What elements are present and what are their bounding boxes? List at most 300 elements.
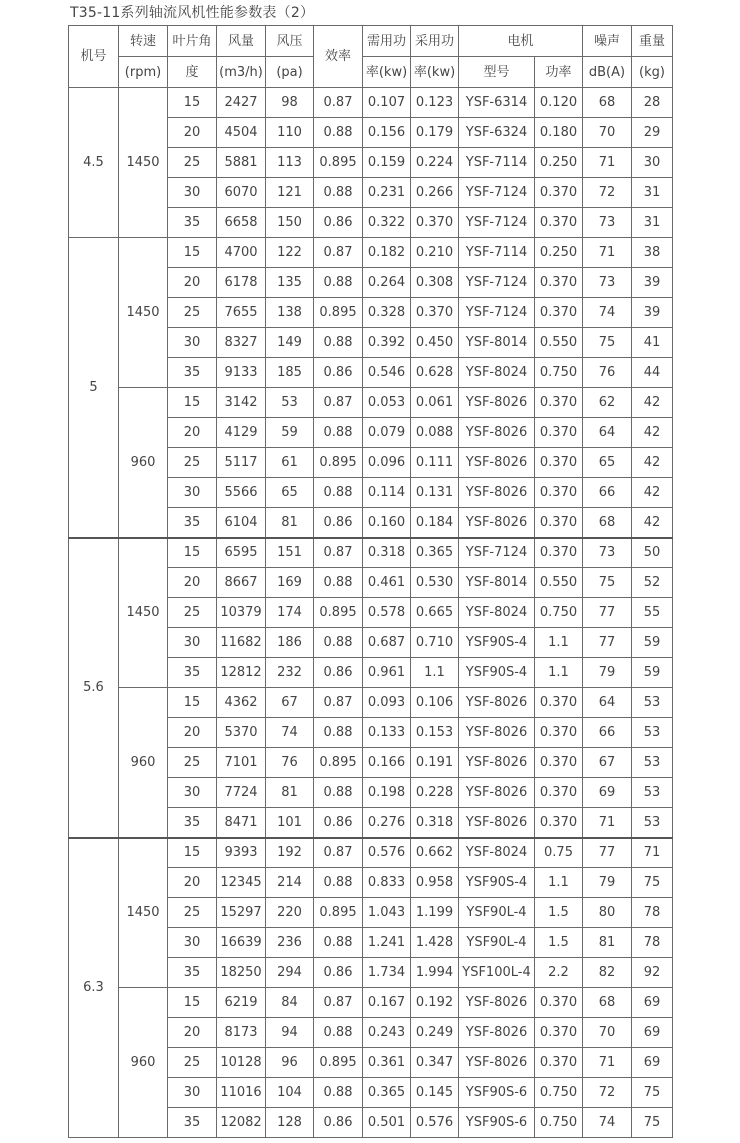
- efficiency-cell: 0.88: [314, 418, 363, 448]
- used-power-cell: 0.111: [411, 448, 459, 478]
- noise-cell: 79: [583, 658, 632, 688]
- used-power-cell: 0.662: [411, 838, 459, 868]
- noise-cell: 73: [583, 538, 632, 568]
- blade-angle-cell: 15: [168, 688, 217, 718]
- weight-cell: 31: [632, 178, 673, 208]
- pressure-cell: 149: [266, 328, 314, 358]
- pressure-cell: 84: [266, 988, 314, 1018]
- efficiency-cell: 0.86: [314, 508, 363, 538]
- weight-cell: 53: [632, 778, 673, 808]
- airflow-cell: 9133: [217, 358, 266, 388]
- efficiency-cell: 0.895: [314, 598, 363, 628]
- motor-power-cell: 0.370: [535, 418, 583, 448]
- blade-angle-cell: 35: [168, 508, 217, 538]
- weight-cell: 78: [632, 928, 673, 958]
- motor-power-cell: 0.370: [535, 178, 583, 208]
- weight-cell: 75: [632, 1078, 673, 1108]
- blade-angle-cell: 15: [168, 88, 217, 118]
- required-power-cell: 0.546: [363, 358, 411, 388]
- blade-angle-cell: 35: [168, 358, 217, 388]
- airflow-cell: 2427: [217, 88, 266, 118]
- table-row: [69, 838, 673, 868]
- used-power-cell: 1.428: [411, 928, 459, 958]
- pressure-cell: 59: [266, 418, 314, 448]
- efficiency-cell: 0.86: [314, 958, 363, 988]
- weight-cell: 31: [632, 208, 673, 238]
- speed-cell: 960: [119, 988, 168, 1138]
- weight-cell: 75: [632, 868, 673, 898]
- motor-power-cell: 0.750: [535, 358, 583, 388]
- noise-cell: 70: [583, 118, 632, 148]
- blade-angle-cell: 35: [168, 658, 217, 688]
- motor-model-cell: YSF-7124: [459, 538, 535, 568]
- required-power-cell: 0.322: [363, 208, 411, 238]
- airflow-cell: 6178: [217, 268, 266, 298]
- noise-cell: 77: [583, 628, 632, 658]
- required-power-cell: 0.578: [363, 598, 411, 628]
- noise-cell: 66: [583, 478, 632, 508]
- blade-angle-cell: 30: [168, 628, 217, 658]
- required-power-cell: 1.734: [363, 958, 411, 988]
- required-power-cell: 0.160: [363, 508, 411, 538]
- used-power-cell: 0.628: [411, 358, 459, 388]
- table-row: [69, 538, 673, 568]
- weight-cell: 42: [632, 478, 673, 508]
- motor-model-cell: YSF-7124: [459, 208, 535, 238]
- blade-angle-cell: 20: [168, 118, 217, 148]
- weight-cell: 28: [632, 88, 673, 118]
- efficiency-cell: 0.86: [314, 208, 363, 238]
- table-row: [69, 388, 673, 418]
- pressure-cell: 113: [266, 148, 314, 178]
- blade-angle-cell: 15: [168, 988, 217, 1018]
- weight-cell: 50: [632, 538, 673, 568]
- efficiency-cell: 0.86: [314, 358, 363, 388]
- weight-cell: 92: [632, 958, 673, 988]
- motor-power-cell: 0.370: [535, 688, 583, 718]
- noise-cell: 71: [583, 238, 632, 268]
- noise-cell: 73: [583, 208, 632, 238]
- required-power-cell: 0.276: [363, 808, 411, 838]
- pressure-cell: 214: [266, 868, 314, 898]
- noise-cell: 77: [583, 838, 632, 868]
- pressure-cell: 294: [266, 958, 314, 988]
- used-power-cell: 0.153: [411, 718, 459, 748]
- motor-model-cell: YSF-7124: [459, 178, 535, 208]
- required-power-cell: 0.365: [363, 1078, 411, 1108]
- noise-cell: 71: [583, 148, 632, 178]
- motor-model-cell: YSF-8026: [459, 508, 535, 538]
- required-power-cell: 0.392: [363, 328, 411, 358]
- motor-model-cell: YSF-8026: [459, 748, 535, 778]
- airflow-cell: 11016: [217, 1078, 266, 1108]
- pressure-cell: 65: [266, 478, 314, 508]
- pressure-cell: 76: [266, 748, 314, 778]
- required-power-cell: 0.107: [363, 88, 411, 118]
- used-power-cell: 0.228: [411, 778, 459, 808]
- header-used-power-unit: 率(kw): [411, 57, 459, 88]
- used-power-cell: 0.710: [411, 628, 459, 658]
- motor-power-cell: 0.370: [535, 478, 583, 508]
- motor-model-cell: YSF-8026: [459, 688, 535, 718]
- pressure-cell: 96: [266, 1048, 314, 1078]
- required-power-cell: 0.264: [363, 268, 411, 298]
- motor-model-cell: YSF-8026: [459, 718, 535, 748]
- header-noise-unit: dB(A): [583, 57, 632, 88]
- blade-angle-cell: 30: [168, 478, 217, 508]
- required-power-cell: 0.133: [363, 718, 411, 748]
- motor-power-cell: 0.370: [535, 508, 583, 538]
- weight-cell: 59: [632, 658, 673, 688]
- pressure-cell: 101: [266, 808, 314, 838]
- blade-angle-cell: 25: [168, 448, 217, 478]
- weight-cell: 69: [632, 1018, 673, 1048]
- blade-angle-cell: 25: [168, 298, 217, 328]
- used-power-cell: 0.131: [411, 478, 459, 508]
- motor-power-cell: 1.1: [535, 658, 583, 688]
- motor-model-cell: YSF-8026: [459, 1018, 535, 1048]
- blade-angle-cell: 25: [168, 898, 217, 928]
- pressure-cell: 122: [266, 238, 314, 268]
- required-power-cell: 0.182: [363, 238, 411, 268]
- weight-cell: 53: [632, 688, 673, 718]
- blade-angle-cell: 30: [168, 1078, 217, 1108]
- pressure-cell: 169: [266, 568, 314, 598]
- motor-model-cell: YSF90S-4: [459, 658, 535, 688]
- blade-angle-cell: 20: [168, 1018, 217, 1048]
- required-power-cell: 0.328: [363, 298, 411, 328]
- blade-angle-cell: 15: [168, 388, 217, 418]
- motor-power-cell: 0.370: [535, 298, 583, 328]
- header-speed-unit: (rpm): [119, 57, 168, 88]
- weight-cell: 53: [632, 808, 673, 838]
- motor-power-cell: 0.370: [535, 268, 583, 298]
- model-no-cell: 5: [69, 238, 119, 538]
- noise-cell: 65: [583, 448, 632, 478]
- pressure-cell: 151: [266, 538, 314, 568]
- airflow-cell: 3142: [217, 388, 266, 418]
- blade-angle-cell: 30: [168, 178, 217, 208]
- speed-cell: 960: [119, 388, 168, 538]
- airflow-cell: 8667: [217, 568, 266, 598]
- motor-power-cell: 1.1: [535, 628, 583, 658]
- airflow-cell: 11682: [217, 628, 266, 658]
- noise-cell: 75: [583, 328, 632, 358]
- airflow-cell: 5370: [217, 718, 266, 748]
- airflow-cell: 8327: [217, 328, 266, 358]
- pressure-cell: 81: [266, 508, 314, 538]
- weight-cell: 78: [632, 898, 673, 928]
- efficiency-cell: 0.88: [314, 778, 363, 808]
- used-power-cell: 0.088: [411, 418, 459, 448]
- efficiency-cell: 0.88: [314, 718, 363, 748]
- airflow-cell: 4362: [217, 688, 266, 718]
- airflow-cell: 8471: [217, 808, 266, 838]
- used-power-cell: 1.1: [411, 658, 459, 688]
- motor-power-cell: 0.370: [535, 808, 583, 838]
- motor-power-cell: 0.750: [535, 598, 583, 628]
- blade-angle-cell: 25: [168, 598, 217, 628]
- airflow-cell: 12082: [217, 1108, 266, 1138]
- motor-model-cell: YSF-8026: [459, 808, 535, 838]
- pressure-cell: 174: [266, 598, 314, 628]
- used-power-cell: 0.347: [411, 1048, 459, 1078]
- required-power-cell: 0.833: [363, 868, 411, 898]
- efficiency-cell: 0.86: [314, 808, 363, 838]
- weight-cell: 39: [632, 298, 673, 328]
- airflow-cell: 4700: [217, 238, 266, 268]
- efficiency-cell: 0.88: [314, 928, 363, 958]
- efficiency-cell: 0.86: [314, 658, 363, 688]
- fan-performance-table: [68, 25, 673, 1138]
- motor-model-cell: YSF-8024: [459, 598, 535, 628]
- used-power-cell: 0.123: [411, 88, 459, 118]
- header-model-no: 机号: [69, 26, 119, 88]
- efficiency-cell: 0.87: [314, 238, 363, 268]
- noise-cell: 80: [583, 898, 632, 928]
- used-power-cell: 1.994: [411, 958, 459, 988]
- weight-cell: 39: [632, 268, 673, 298]
- airflow-cell: 6219: [217, 988, 266, 1018]
- efficiency-cell: 0.88: [314, 1018, 363, 1048]
- efficiency-cell: 0.88: [314, 178, 363, 208]
- header-blade-angle: 叶片角: [168, 26, 217, 57]
- used-power-cell: 0.530: [411, 568, 459, 598]
- used-power-cell: 0.106: [411, 688, 459, 718]
- table-row: [69, 988, 673, 1018]
- motor-model-cell: YSF-8026: [459, 388, 535, 418]
- motor-model-cell: YSF90L-4: [459, 898, 535, 928]
- model-no-cell: 6.3: [69, 838, 119, 1138]
- weight-cell: 42: [632, 508, 673, 538]
- noise-cell: 74: [583, 298, 632, 328]
- weight-cell: 69: [632, 988, 673, 1018]
- pressure-cell: 128: [266, 1108, 314, 1138]
- weight-cell: 75: [632, 1108, 673, 1138]
- required-power-cell: 1.241: [363, 928, 411, 958]
- noise-cell: 64: [583, 418, 632, 448]
- motor-model-cell: YSF90S-6: [459, 1078, 535, 1108]
- motor-power-cell: 1.5: [535, 898, 583, 928]
- motor-model-cell: YSF90S-6: [459, 1108, 535, 1138]
- efficiency-cell: 0.88: [314, 328, 363, 358]
- airflow-cell: 6104: [217, 508, 266, 538]
- motor-power-cell: 0.370: [535, 538, 583, 568]
- required-power-cell: 0.961: [363, 658, 411, 688]
- efficiency-cell: 0.895: [314, 148, 363, 178]
- noise-cell: 81: [583, 928, 632, 958]
- airflow-cell: 7724: [217, 778, 266, 808]
- pressure-cell: 192: [266, 838, 314, 868]
- airflow-cell: 6658: [217, 208, 266, 238]
- required-power-cell: 0.114: [363, 478, 411, 508]
- pressure-cell: 98: [266, 88, 314, 118]
- airflow-cell: 5881: [217, 148, 266, 178]
- required-power-cell: 0.361: [363, 1048, 411, 1078]
- blade-angle-cell: 25: [168, 148, 217, 178]
- used-power-cell: 0.318: [411, 808, 459, 838]
- noise-cell: 64: [583, 688, 632, 718]
- noise-cell: 70: [583, 1018, 632, 1048]
- required-power-cell: 0.167: [363, 988, 411, 1018]
- airflow-cell: 12812: [217, 658, 266, 688]
- weight-cell: 53: [632, 748, 673, 778]
- required-power-cell: 0.501: [363, 1108, 411, 1138]
- header-pressure-unit: (pa): [266, 57, 314, 88]
- used-power-cell: 0.249: [411, 1018, 459, 1048]
- motor-power-cell: 0.550: [535, 568, 583, 598]
- required-power-cell: 0.318: [363, 538, 411, 568]
- efficiency-cell: 0.88: [314, 1078, 363, 1108]
- pressure-cell: 81: [266, 778, 314, 808]
- motor-model-cell: YSF90S-4: [459, 628, 535, 658]
- table-title: T35-11系列轴流风机性能参数表（2）: [70, 5, 315, 21]
- noise-cell: 69: [583, 778, 632, 808]
- speed-cell: 1450: [119, 88, 168, 238]
- used-power-cell: 0.224: [411, 148, 459, 178]
- efficiency-cell: 0.87: [314, 538, 363, 568]
- efficiency-cell: 0.895: [314, 298, 363, 328]
- speed-cell: 960: [119, 688, 168, 838]
- motor-model-cell: YSF-8014: [459, 568, 535, 598]
- blade-angle-cell: 15: [168, 238, 217, 268]
- used-power-cell: 0.184: [411, 508, 459, 538]
- weight-cell: 38: [632, 238, 673, 268]
- required-power-cell: 0.053: [363, 388, 411, 418]
- required-power-cell: 0.198: [363, 778, 411, 808]
- table-row: [69, 88, 673, 118]
- motor-model-cell: YSF-6314: [459, 88, 535, 118]
- header-weight-unit: (kg): [632, 57, 673, 88]
- motor-model-cell: YSF90S-4: [459, 868, 535, 898]
- used-power-cell: 0.210: [411, 238, 459, 268]
- noise-cell: 72: [583, 178, 632, 208]
- airflow-cell: 18250: [217, 958, 266, 988]
- required-power-cell: 0.156: [363, 118, 411, 148]
- efficiency-cell: 0.86: [314, 1108, 363, 1138]
- header-efficiency: 效率: [314, 26, 363, 88]
- motor-model-cell: YSF-8026: [459, 778, 535, 808]
- motor-model-cell: YSF-7124: [459, 298, 535, 328]
- blade-angle-cell: 20: [168, 568, 217, 598]
- airflow-cell: 16639: [217, 928, 266, 958]
- airflow-cell: 5117: [217, 448, 266, 478]
- motor-model-cell: YSF-8014: [459, 328, 535, 358]
- header-airflow: 风量: [217, 26, 266, 57]
- pressure-cell: 138: [266, 298, 314, 328]
- motor-power-cell: 0.250: [535, 238, 583, 268]
- weight-cell: 30: [632, 148, 673, 178]
- motor-model-cell: YSF-7114: [459, 238, 535, 268]
- efficiency-cell: 0.87: [314, 988, 363, 1018]
- airflow-cell: 7655: [217, 298, 266, 328]
- required-power-cell: 0.159: [363, 148, 411, 178]
- motor-model-cell: YSF-8026: [459, 1048, 535, 1078]
- noise-cell: 75: [583, 568, 632, 598]
- noise-cell: 62: [583, 388, 632, 418]
- pressure-cell: 104: [266, 1078, 314, 1108]
- required-power-cell: 0.079: [363, 418, 411, 448]
- motor-model-cell: YSF100L-4: [459, 958, 535, 988]
- weight-cell: 44: [632, 358, 673, 388]
- efficiency-cell: 0.87: [314, 88, 363, 118]
- motor-power-cell: 1.1: [535, 868, 583, 898]
- motor-power-cell: 0.370: [535, 1048, 583, 1078]
- speed-cell: 1450: [119, 838, 168, 988]
- required-power-cell: 1.043: [363, 898, 411, 928]
- motor-power-cell: 0.370: [535, 448, 583, 478]
- header-weight: 重量: [632, 26, 673, 57]
- blade-angle-cell: 30: [168, 328, 217, 358]
- motor-power-cell: 0.550: [535, 328, 583, 358]
- motor-model-cell: YSF-8024: [459, 358, 535, 388]
- required-power-cell: 0.096: [363, 448, 411, 478]
- header-airflow-unit: (m3/h): [217, 57, 266, 88]
- motor-power-cell: 2.2: [535, 958, 583, 988]
- noise-cell: 66: [583, 718, 632, 748]
- motor-power-cell: 0.370: [535, 748, 583, 778]
- noise-cell: 73: [583, 268, 632, 298]
- header-required-power: 需用功: [363, 26, 411, 57]
- weight-cell: 52: [632, 568, 673, 598]
- pressure-cell: 186: [266, 628, 314, 658]
- motor-power-cell: 0.370: [535, 988, 583, 1018]
- header-motor: 电机: [459, 26, 583, 57]
- model-no-cell: 4.5: [69, 88, 119, 238]
- used-power-cell: 0.665: [411, 598, 459, 628]
- table-row: [69, 688, 673, 718]
- blade-angle-cell: 25: [168, 748, 217, 778]
- blade-angle-cell: 30: [168, 778, 217, 808]
- blade-angle-cell: 35: [168, 808, 217, 838]
- noise-cell: 68: [583, 88, 632, 118]
- airflow-cell: 12345: [217, 868, 266, 898]
- used-power-cell: 0.266: [411, 178, 459, 208]
- weight-cell: 55: [632, 598, 673, 628]
- blade-angle-cell: 35: [168, 958, 217, 988]
- motor-power-cell: 0.370: [535, 208, 583, 238]
- pressure-cell: 53: [266, 388, 314, 418]
- header-motor-model: 型号: [459, 57, 535, 88]
- efficiency-cell: 0.88: [314, 118, 363, 148]
- motor-power-cell: 0.370: [535, 718, 583, 748]
- header-row-2: [69, 57, 673, 88]
- airflow-cell: 4129: [217, 418, 266, 448]
- weight-cell: 42: [632, 388, 673, 418]
- noise-cell: 76: [583, 358, 632, 388]
- motor-model-cell: YSF-8026: [459, 478, 535, 508]
- motor-power-cell: 0.250: [535, 148, 583, 178]
- motor-model-cell: YSF-8024: [459, 838, 535, 868]
- efficiency-cell: 0.88: [314, 868, 363, 898]
- blade-angle-cell: 20: [168, 268, 217, 298]
- airflow-cell: 4504: [217, 118, 266, 148]
- header-row-1: [69, 26, 673, 57]
- blade-angle-cell: 20: [168, 718, 217, 748]
- blade-angle-cell: 20: [168, 418, 217, 448]
- airflow-cell: 7101: [217, 748, 266, 778]
- motor-model-cell: YSF-8026: [459, 418, 535, 448]
- blade-angle-cell: 30: [168, 928, 217, 958]
- airflow-cell: 15297: [217, 898, 266, 928]
- weight-cell: 42: [632, 418, 673, 448]
- pressure-cell: 220: [266, 898, 314, 928]
- motor-power-cell: 0.750: [535, 1108, 583, 1138]
- required-power-cell: 0.231: [363, 178, 411, 208]
- weight-cell: 59: [632, 628, 673, 658]
- blade-angle-cell: 35: [168, 208, 217, 238]
- used-power-cell: 0.179: [411, 118, 459, 148]
